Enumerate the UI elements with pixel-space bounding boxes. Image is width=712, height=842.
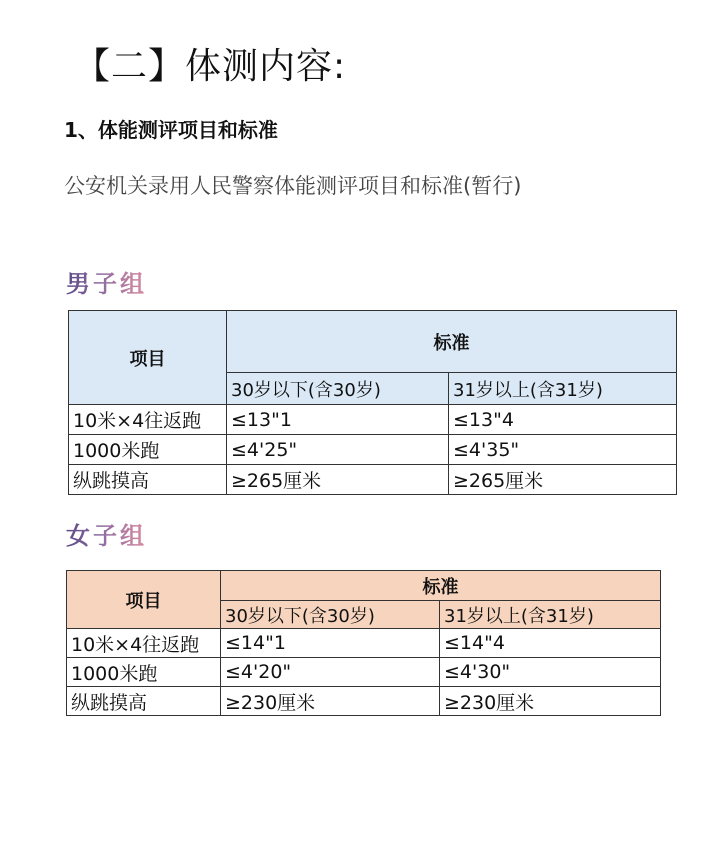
male-standards-table — [68, 310, 677, 495]
row-item: 纵跳摸高 — [69, 465, 227, 495]
male-group-title: 男子组 — [66, 264, 147, 299]
row-value-30: ≥265厘米 — [227, 465, 449, 495]
table-header-item: 项目 — [67, 571, 221, 629]
female-standards-table — [66, 570, 661, 716]
table-row — [69, 405, 677, 435]
table-header-age-30: 30岁以下(含30岁) — [227, 373, 449, 405]
table-row — [69, 465, 677, 495]
row-value-31: ≤13"4 — [449, 405, 677, 435]
table-header-item: 项目 — [69, 311, 227, 405]
row-item: 1000米跑 — [67, 658, 221, 687]
row-value-30: ≥230厘米 — [221, 687, 440, 716]
table-row — [67, 629, 661, 658]
intro-paragraph: 公安机关录用人民警察体能测评项目和标准(暂行) — [64, 174, 522, 198]
table-row — [69, 435, 677, 465]
table-row — [67, 658, 661, 687]
row-item: 纵跳摸高 — [67, 687, 221, 716]
row-value-30: ≤14"1 — [221, 629, 440, 658]
row-item: 10米×4往返跑 — [67, 629, 221, 658]
row-item: 10米×4往返跑 — [69, 405, 227, 435]
table-header-standard: 标准 — [221, 571, 661, 601]
row-value-31: ≥230厘米 — [440, 687, 661, 716]
row-value-30: ≤4'20" — [221, 658, 440, 687]
row-item: 1000米跑 — [69, 435, 227, 465]
row-value-30: ≤13"1 — [227, 405, 449, 435]
table-header-age-30: 30岁以下(含30岁) — [221, 601, 440, 629]
table-header-age-31: 31岁以上(含31岁) — [440, 601, 661, 629]
table-row — [67, 687, 661, 716]
row-value-31: ≤14"4 — [440, 629, 661, 658]
table-header-age-31: 31岁以上(含31岁) — [449, 373, 677, 405]
row-value-30: ≤4'25" — [227, 435, 449, 465]
table-header-standard: 标准 — [227, 311, 677, 373]
section-subtitle: 1、体能测评项目和标准 — [64, 118, 278, 142]
row-value-31: ≤4'35" — [449, 435, 677, 465]
page-title: 【二】体测内容: — [74, 46, 347, 87]
row-value-31: ≥265厘米 — [449, 465, 677, 495]
female-group-title: 女子组 — [66, 516, 147, 551]
row-value-31: ≤4'30" — [440, 658, 661, 687]
